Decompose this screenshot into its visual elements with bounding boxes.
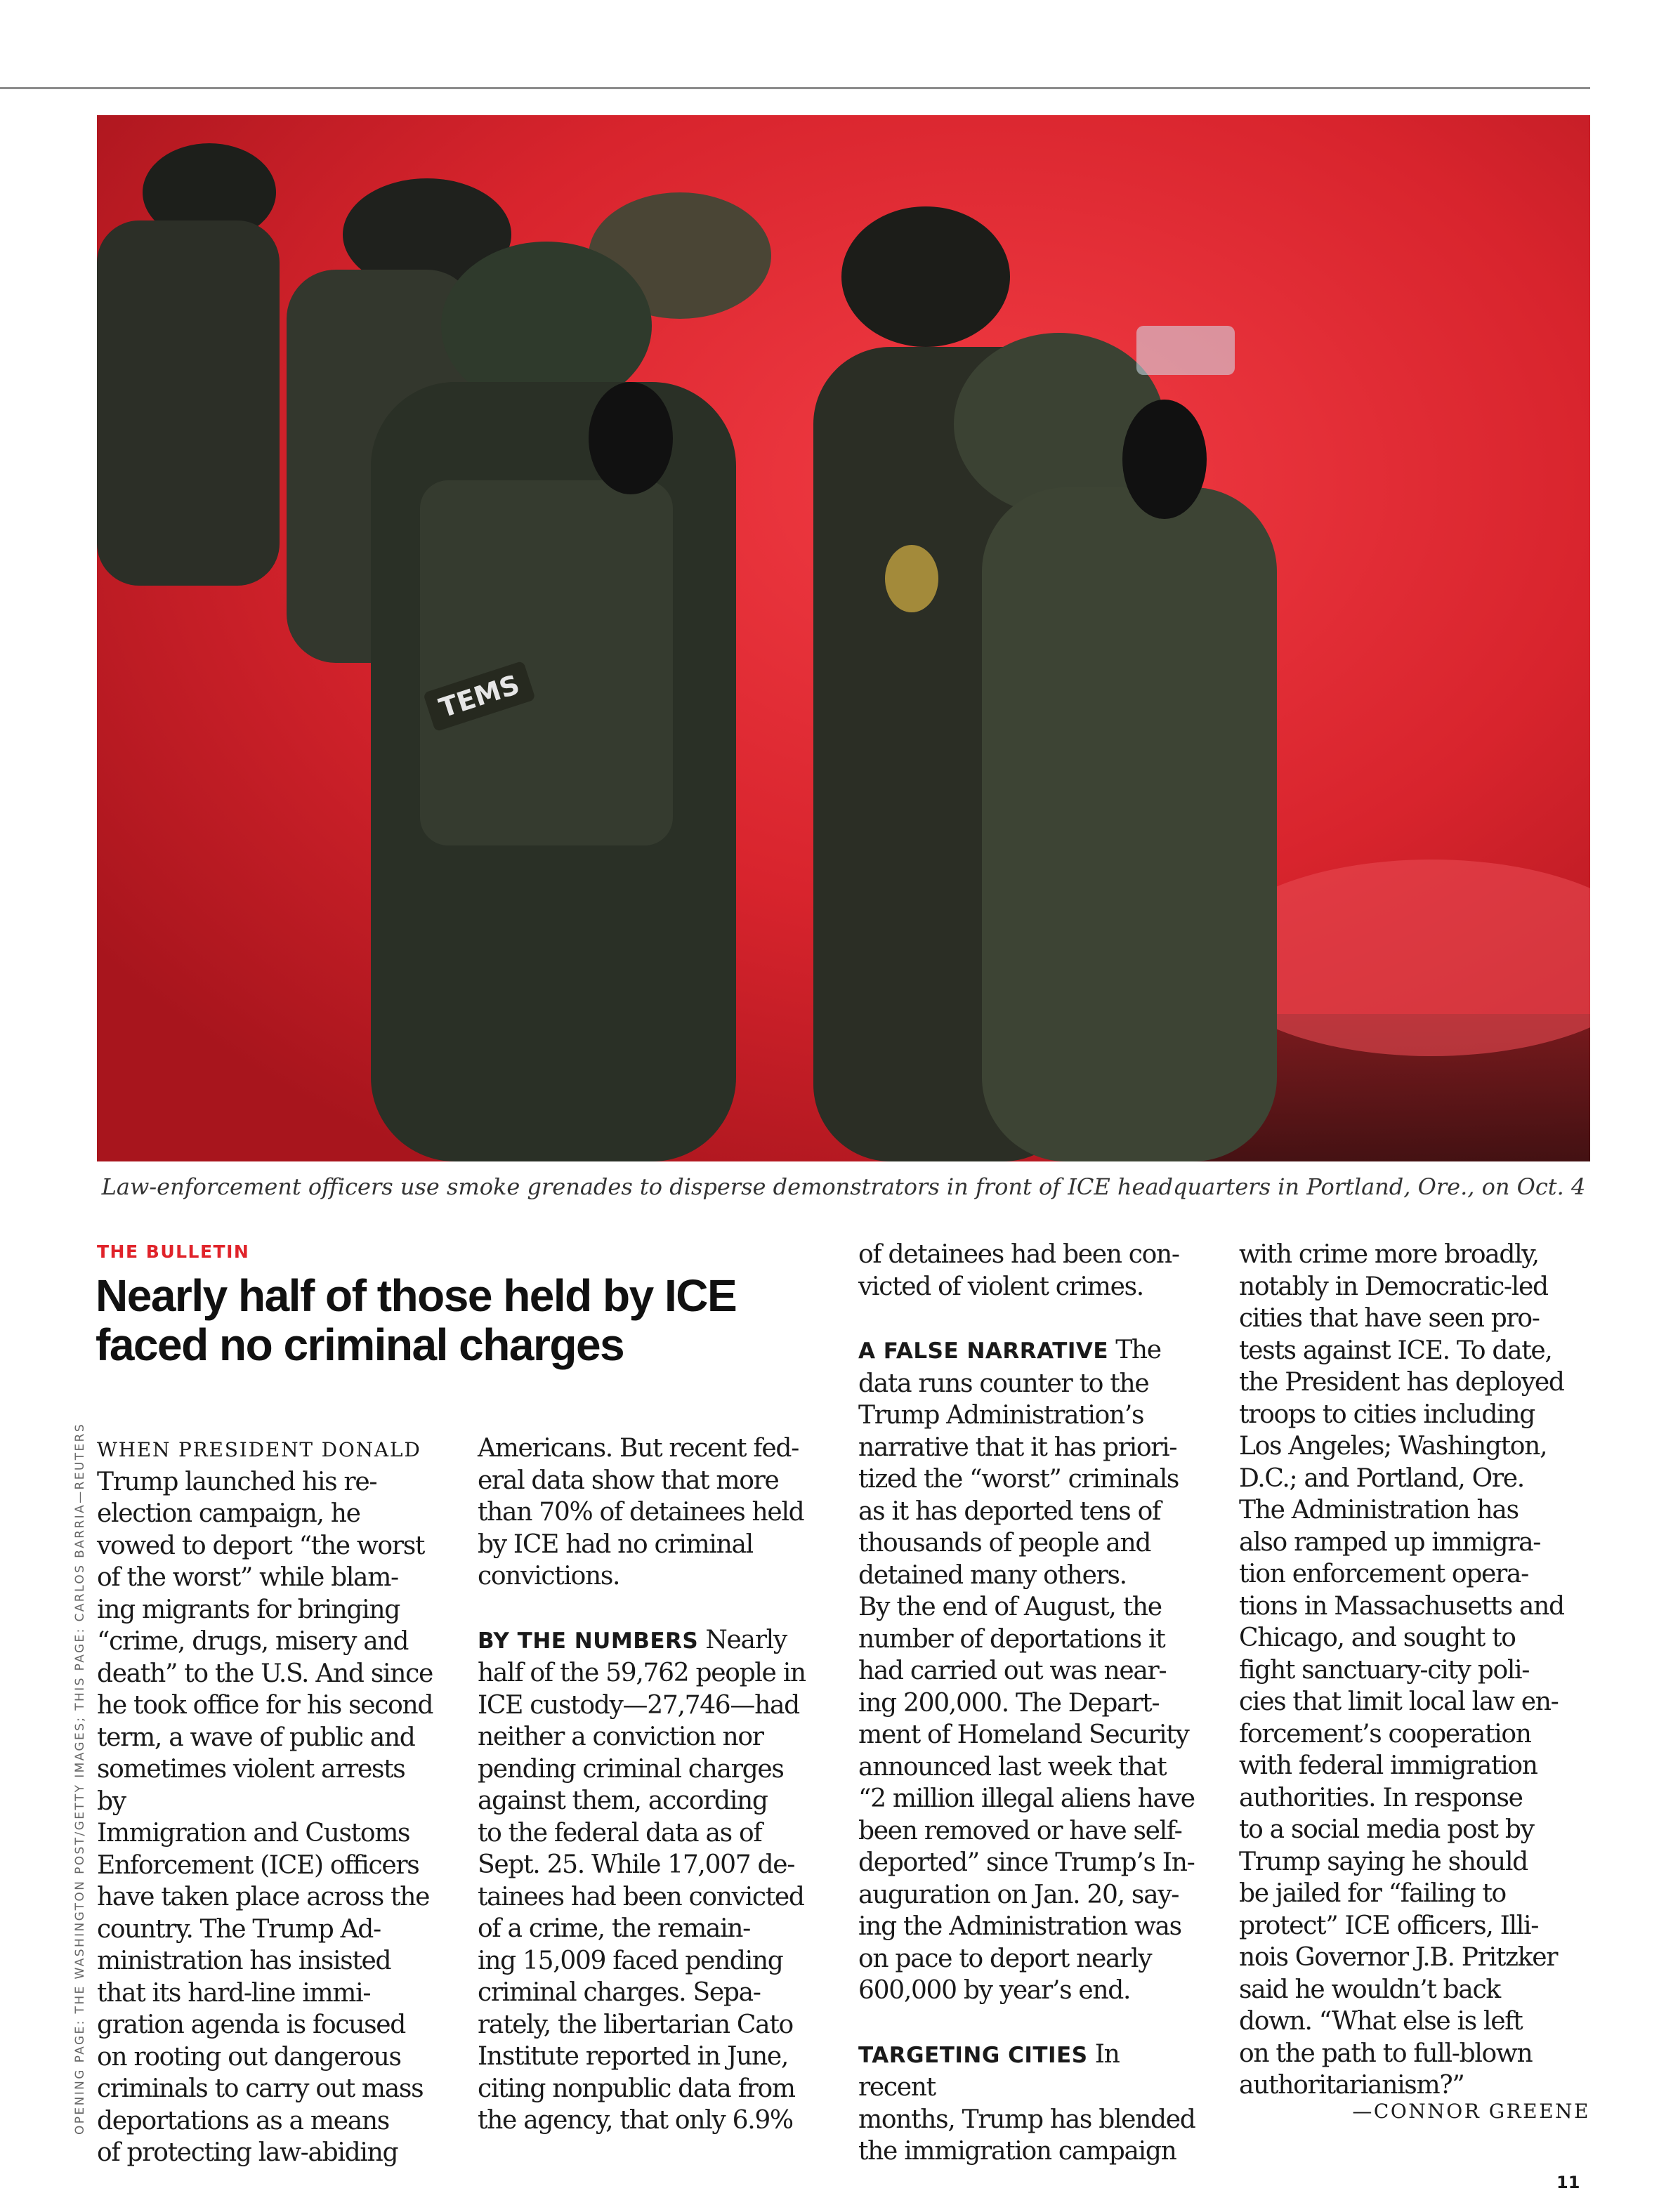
subhead-false-narrative: A FALSE NARRATIVE	[858, 1338, 1109, 1364]
hero-photo	[97, 115, 1590, 1161]
article-column-3	[858, 1239, 1195, 2168]
photo-credit: OPENING PAGE: THE WASHINGTON POST/GETTY IMAGES; THIS PAGE: CARLOS BARRIA—REUTERS	[73, 1422, 87, 2135]
page-number: 11	[1556, 2173, 1580, 2192]
paragraph-gap	[478, 1593, 815, 1624]
column-2-text: Americans. But recent fed- eral data show that more than 70% of detainees held by ICE had no criminal convictions.	[478, 1434, 804, 1591]
paragraph-gap	[858, 2007, 1195, 2039]
paragraph-gap	[858, 1303, 1195, 1334]
hero-photo-illustration	[97, 115, 1590, 1161]
officer-figure-right	[813, 206, 1277, 1161]
tems-patch-text: TEMS	[435, 669, 523, 724]
column-3-text: of detainees had been con- victed of violent crimes.	[858, 1240, 1179, 1301]
lead-in: WHEN PRESIDENT DONALD	[97, 1438, 421, 1461]
column-1-text: Trump launched his re- election campaign, he vowed to deport “the worst of the worst” while blam- ing migrants for bringing “crime, drugs, misery and death” to the U.S. And since he took office for his second term, a wave of public and sometimes violent arrests by Immigration and Customs Enforcement (ICE) officers have taken place across the country. The Trump Ad- ministration has insisted that its hard-line immi- gration agenda is focused on rooting out dangerous criminals to carry out mass deportations as a means of protecting law-abiding	[97, 1467, 433, 2167]
article-headline: Nearly half of those held by ICE faced no criminal charges	[96, 1270, 737, 1370]
column-3-text-3: In recent months, Trump has blended the immigration campaign	[858, 2039, 1195, 2166]
byline: —CONNOR GREENE	[1352, 2100, 1590, 2123]
subhead-targeting-cities: TARGETING CITIES	[858, 2042, 1088, 2068]
article-column-1	[97, 1433, 434, 2169]
photo-caption: Law-enforcement officers use smoke grenades to disperse demonstrators in front of ICE headquarters in Portland, Ore., on Oct. 4	[101, 1173, 1586, 1200]
column-2-text-2: Nearly half of the 59,762 people in ICE custody—27,746—had neither a conviction nor pending criminal charges against them, according to the federal data as of Sept. 25. While 17,007 de- tainees had been convicted of a crime, the remain- ing 15,009 faced pending criminal charges. Sepa- rately, the libertarian Cato Institute reported in June, citing nonpublic data from the agency, that only 6.9%	[478, 1625, 806, 2135]
article-column-2	[478, 1433, 815, 2137]
top-rule	[0, 87, 1590, 89]
section-kicker: THE BULLETIN	[97, 1242, 250, 1262]
subhead-by-the-numbers: BY THE NUMBERS	[478, 1628, 699, 1654]
column-3-text-2: The data runs counter to the Trump Administration’s narrative that it has priori- tized the “worst” criminals as it has deported tens of thousands of people and detained many others. By the end of August, the number of deportations it had carried out was near- ing 200,000. The Depart- ment of Homeland Security announced last week that “2 million illegal aliens have been removed or have self- deported” since Trump’s In- auguration on Jan. 20, say- ing the Administration was on pace to deport nearly 600,000 by year’s end.	[858, 1336, 1195, 2005]
article-column-4	[1239, 1239, 1576, 2102]
column-4-text: with crime more broadly, notably in Democratic-led cities that have seen pro- tests against ICE. To date, the President has deployed troops to cities including Los Angeles; Washington, D.C.; and Portland, Ore. The Administration has also ramped up immigra- tion enforcement opera- tions in Massachusetts and Chicago, and sought to fight sanctuary-city poli- cies that limit local law en- forcement’s cooperation with federal immigration authorities. In response to a social media post by Trump saying he should be jailed for “failing to protect” ICE officers, Illi- nois Governor J.B. Pritzker said he wouldn’t back down. “What else is left on the path to full-blown authoritarianism?”	[1239, 1240, 1564, 2100]
